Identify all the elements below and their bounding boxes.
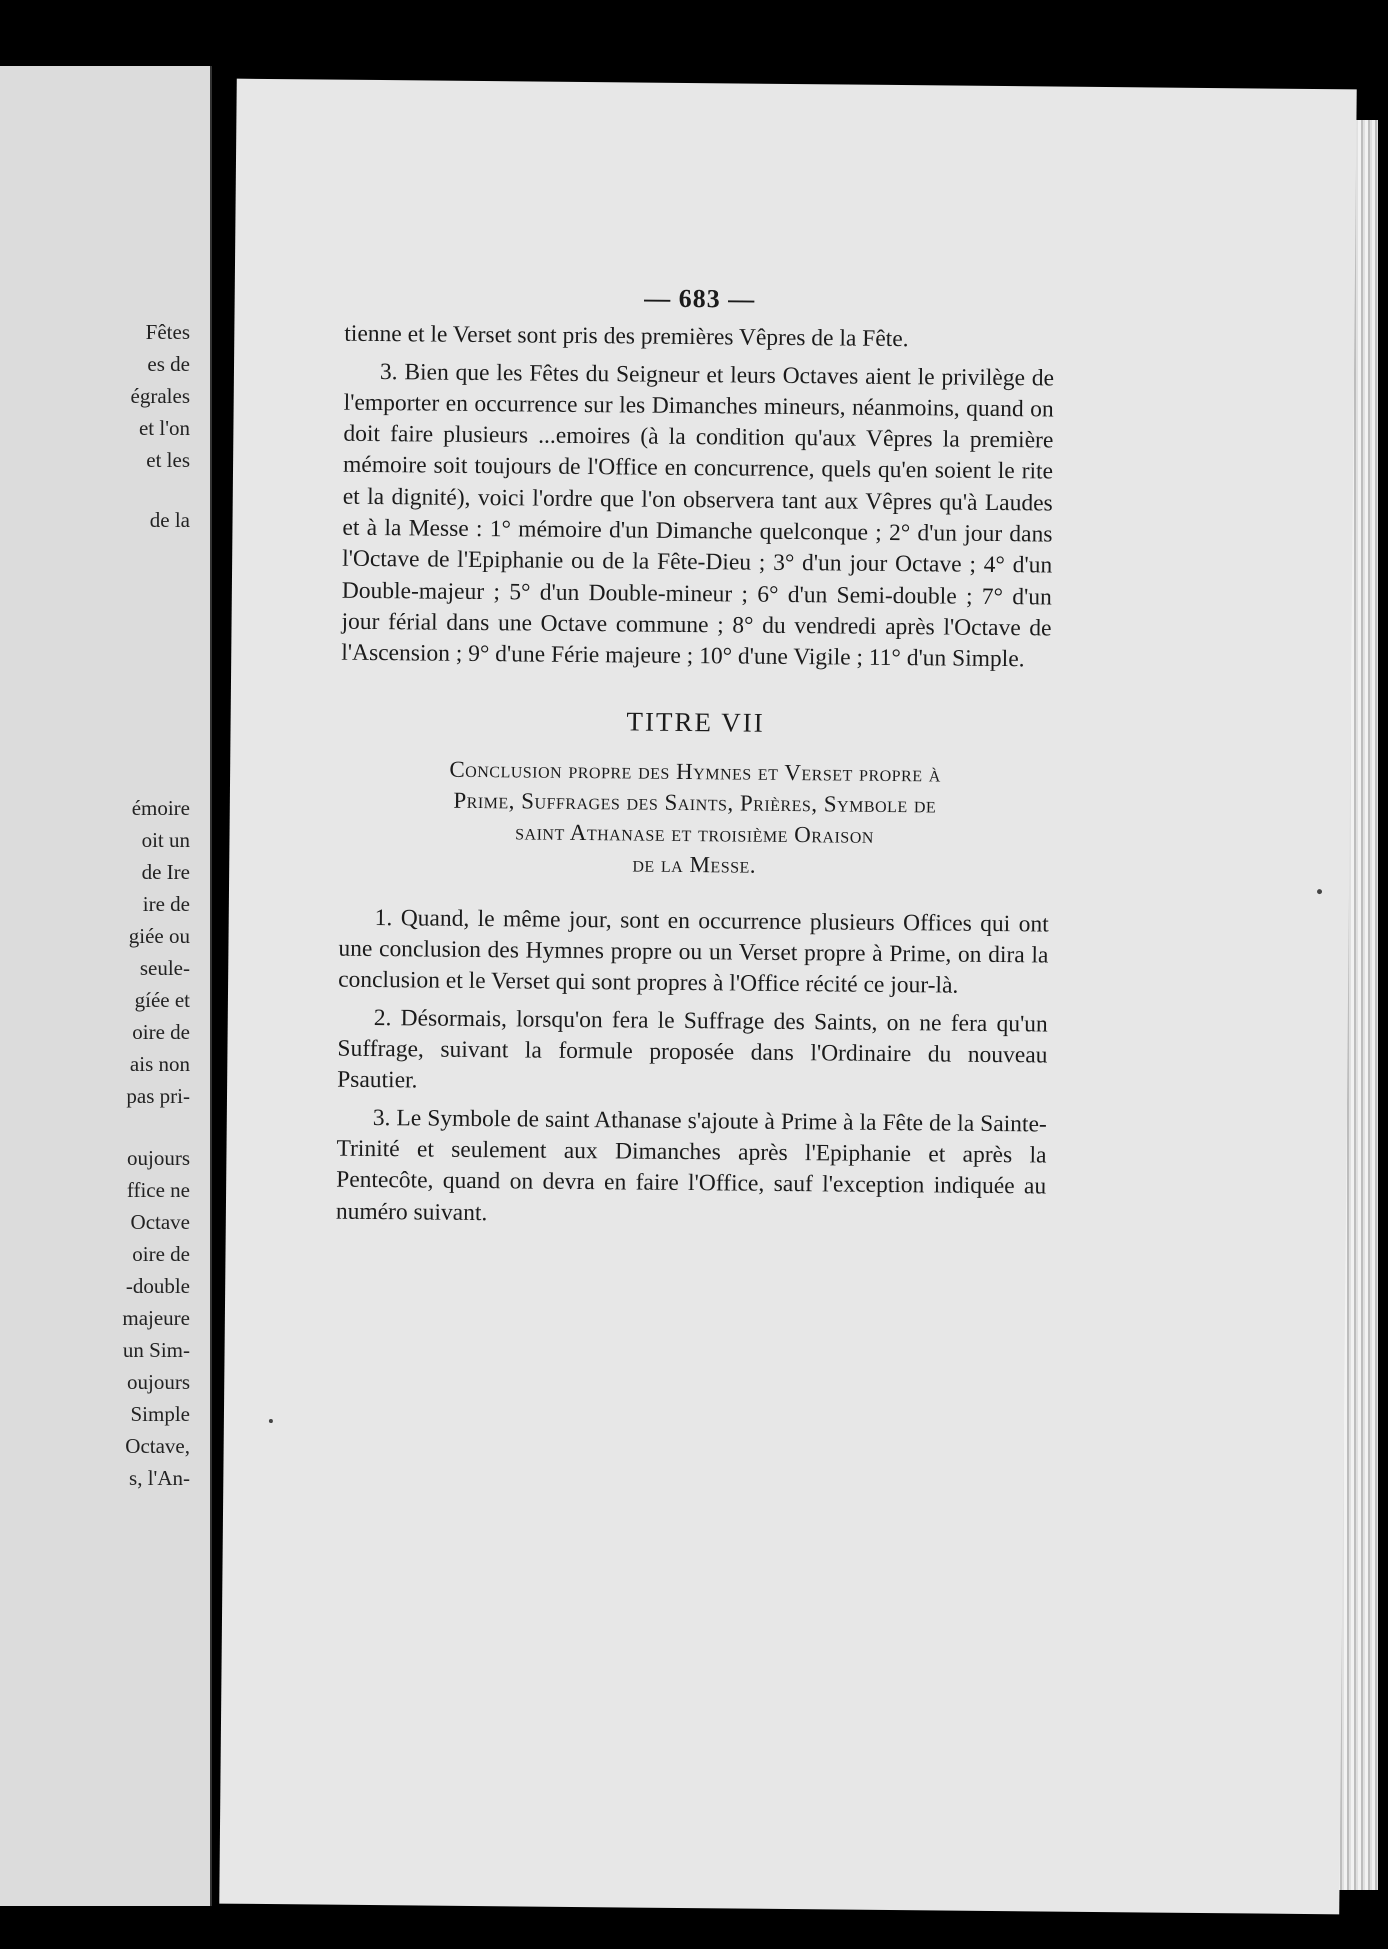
left-line: pas pri- (126, 1084, 190, 1108)
page-content (336, 280, 1055, 1235)
left-line: oire de (132, 1242, 190, 1266)
paragraph-continuation: tienne et le Verset sont pris des premières Vêpres de la Fête. (344, 321, 909, 353)
left-line: émoire (131, 796, 190, 820)
left-line: ffice ne (126, 1178, 190, 1202)
subtitle-line: saint Athanase et troisième Oraison (515, 819, 875, 848)
page-number: — 683 — (644, 283, 756, 314)
left-line: un Sim- (122, 1338, 190, 1362)
subtitle-line: de la Messe. (632, 851, 757, 878)
left-line: et les (146, 448, 190, 472)
scan-speck (1317, 889, 1322, 894)
left-line: de Ire (141, 860, 190, 884)
left-line: majeure (122, 1306, 190, 1330)
left-line: gíée et (134, 988, 190, 1012)
left-line: Simple (130, 1402, 190, 1426)
left-line: oujours (127, 1146, 190, 1170)
subtitle-line: Conclusion propre des Hymnes et Verset propre à (449, 756, 942, 787)
left-line: giée ou (128, 924, 190, 948)
section-subtitle (359, 753, 1030, 883)
section-title: TITRE VII (626, 706, 765, 738)
left-line: égrales (130, 384, 190, 408)
book-page (219, 79, 1356, 1915)
left-page (0, 66, 212, 1906)
item-1: 1. Quand, le même jour, sont en occurrence plusieurs Offices qui ont une conclusion des Hymnes propre ou un Verset propre à Prime, on dira la conclusion et le Verset qui sont propres à l'Office récité ce jour-là. (338, 904, 1049, 1000)
left-line: Octave (130, 1210, 190, 1234)
left-line: et l'on (138, 416, 190, 440)
left-line: es de (147, 352, 190, 376)
item-2: 2. Désormais, lorsqu'on fera le Suffrage des Saints, on ne fera qu'un Suffrage, suivant la formule proposée dans l'Ordinaire du nouveau Psautier. (337, 1004, 1048, 1094)
left-line: oujours (127, 1370, 190, 1394)
left-line: oire de (132, 1020, 190, 1044)
subtitle-line: Prime, Suffrages des Saints, Prières, Symbole de (453, 787, 937, 818)
left-line: Fêtes (145, 320, 190, 344)
left-line: ire de (142, 892, 190, 916)
left-line: s, l'An- (129, 1466, 190, 1490)
left-line: -double (125, 1274, 190, 1298)
left-line: de la (149, 508, 190, 532)
left-line: oit un (141, 828, 190, 852)
item-3: 3. Le Symbole de saint Athanase s'ajoute à Prime à la Fête de la Sainte-Trinité et seulement aux Dimanches après l'Epiphanie et après la Pentecôte, quand on devra en faire l'Office, sauf l'exception indiquée au numéro suivant. (335, 1104, 1047, 1226)
paragraph-3: 3. Bien que les Fêtes du Seigneur et leurs Octaves aient le privilège de l'emporter en occurrence sur les Dimanches mineurs, néanmoins, quand on doit faire plusieurs ...emoires (à la condition qu'aux Vêpres la première mémoire soit toujours de l'Office en concurrence, quels qu'en soient le rite et la dignité), voici l'ordre que l'on observera tant aux Vêpres qu'à Laudes et à la Messe : 1° mémoire d'un Dimanche quelconque ; 2° d'un jour dans l'Octave de l'Epiphanie ou de la Fête-Dieu ; 3° d'un jour Octave ; 4° d'un Double-majeur ; 5° d'un Double-mineur ; 6° d'un Semi-double ; 7° d'un jour férial dans une Octave commune ; 8° du vendredi après l'Octave de l'Ascension ; 9° d'une Férie majeure ; 10° d'une Vigile ; 11° d'un Simple. (341, 358, 1055, 673)
left-line: Octave, (125, 1434, 190, 1458)
scan-speck (269, 1419, 273, 1423)
left-line: ais non (129, 1052, 190, 1076)
left-line: seule- (139, 956, 190, 980)
